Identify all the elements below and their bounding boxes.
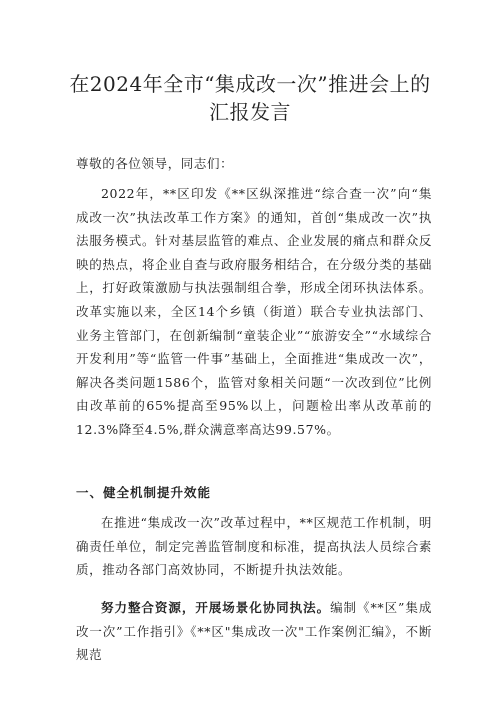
paragraph-resources: [76, 596, 432, 667]
paragraph-resources-body: 编制《**区”集成改一次”工作指引》《**区"集成改一次"工作案例汇编》，不断规范: [76, 600, 432, 663]
document-title-line2: 汇报发言: [209, 100, 291, 124]
paragraph-mechanism: 在推进“集成改一次”改革过程中，**区规范工作机制，明确责任单位，制定完善监管制度和标准，提高执法人员综合素质，推动各部门高效协同，不断提升执法效能。: [76, 515, 432, 578]
salutation: 尊敬的各位领导，同志们：: [76, 156, 234, 171]
section-heading-1: 一、健全机制提升效能: [76, 485, 212, 500]
document-title-line1: 在2024年全市“集成改一次”推进会上的: [69, 72, 431, 96]
paragraph-resources-lead: 努力整合资源，开展场景化协同执法。: [101, 600, 331, 615]
paragraph-intro: 2022年，**区印发《**区纵深推进“综合查一次”向“集成改一次”执法改革工作方案》的通知，首创“集成改一次”执法服务模式。针对基层监管的难点、企业发展的痛点和群众反映的热点，将企业自查与政府服务相结合，在分级分类的基础上，打好政策激励与执法强制组合拳，形成全闭环执法体系。改革实施以来，全区14个乡镇（街道）联合专业执法部门、业务主管部门，在创新编制“童装企业”“旅游安全”“水域综合开发利用”等“监管一件事”基础上，全面推进“集成改一次”，解决各类问题1586个，监管对象相关问题“一次改到位”比例由改革前的65%提高至95%以上，问题检出率从改革前的12.3%降至4.5%,群众满意率高达99.57%。: [76, 186, 432, 437]
